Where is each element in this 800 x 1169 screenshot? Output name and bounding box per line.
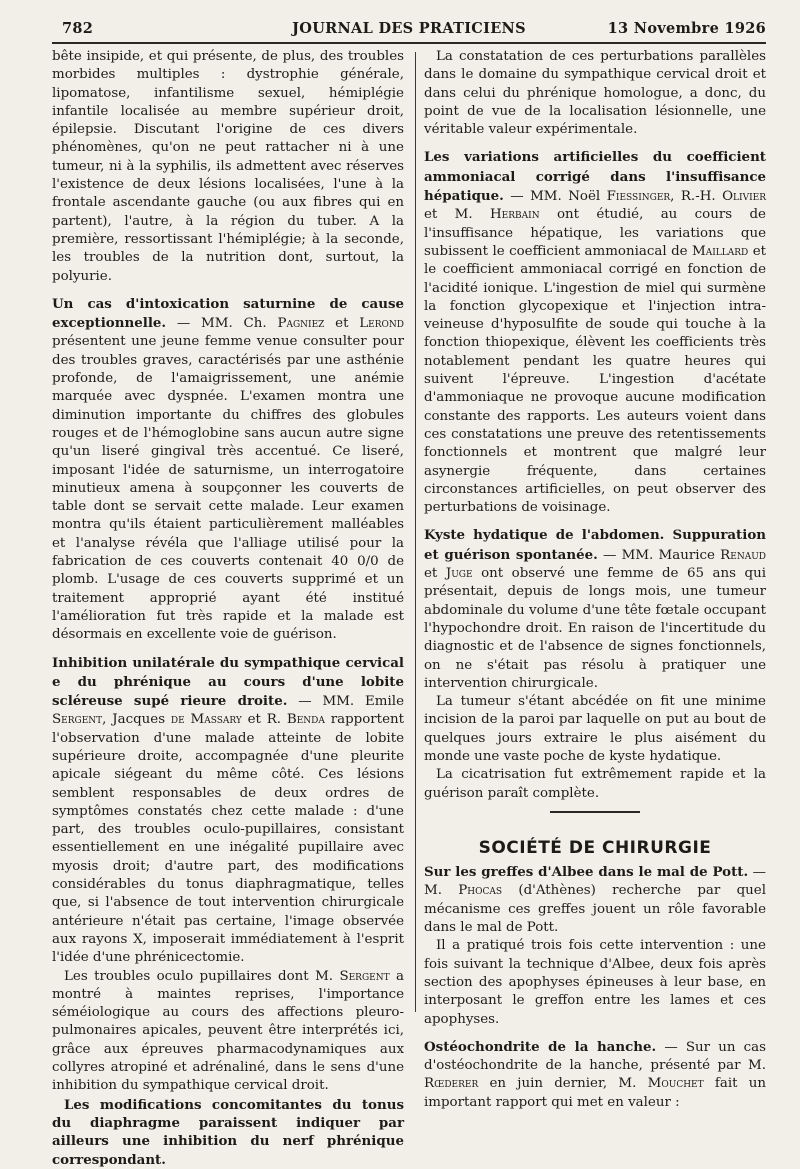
- text-run: — MM. Emile: [287, 694, 404, 710]
- author-name: Mouchet: [647, 1076, 704, 1092]
- text-run: , R.-H.: [670, 189, 723, 205]
- text-run: — MM. Noël: [503, 189, 607, 205]
- text-run: — MM. Ch.: [166, 316, 278, 332]
- author-name: Phocas: [458, 883, 503, 899]
- text-run: a montré à maintes reprises, l'importance séméiologique au cours des affections pleuro-pulmonaires apicales, peuvent être interprétés ici, grâce aux épreuves pharmacodynamiques aux collyres atropiné et adrénaliné, dans le sens d'une inhibition du sympathique cervical droit.: [52, 968, 404, 1094]
- author-name: Renaud: [720, 547, 766, 563]
- text-run: Les modifications concomitantes du tonus du diaphragme paraissent indiquer par ailleurs une inhibition du nerf phrénique correspondant.: [52, 1096, 404, 1168]
- author-name: Olivier: [722, 189, 766, 205]
- header-rule: [52, 42, 766, 44]
- issue-date: 13 Novembre 1926: [607, 20, 766, 37]
- right-column: [424, 48, 766, 1112]
- text-run: et: [324, 316, 360, 332]
- section-separator: [550, 811, 640, 813]
- author-name: Benda: [286, 712, 325, 728]
- article-title: Sur les greffes d'Albee dans le mal de Pott.: [424, 864, 749, 881]
- body-paragraph: [52, 968, 404, 1096]
- text-run: , Jacques: [102, 712, 171, 728]
- article-body: et le coefficient ammoniacal corrigé en fonction de l'acidité ionique. L'ingestion de miel qui surmène la fonction glycopexique et l'injection intra-veineuse d'hyposulfite de soude qui touche à la fonction thiopexique, élèvent les coefficients très notablement pendant les quatre heures qui suivent l'épreuve. L'ingestion d'acétate d'ammoniaque ne provoque aucune modification constante des rapports. Les auteurs voient dans ces constatations une preuve des retentissements fonctionnels et montrent que malgré leur asynergie fréquente, dans certaines circonstances artificielles, on peut observer des perturbations de voisinage.: [424, 243, 766, 516]
- article-title: Les variations artificielles du coefficient ammoniacal corrigé dans l'insuffisance hépatique.: [424, 149, 766, 205]
- text-run: — Sur un cas d'ostéochondrite de la hanche, présenté par M.: [424, 1039, 766, 1074]
- page-number: 782: [62, 20, 94, 37]
- article-title: Un cas d'intoxication saturnine de cause exceptionnelle.: [52, 295, 404, 332]
- left-column: [52, 48, 404, 1169]
- article-title: Kyste hydatique de l'abdomen. Suppuration et guérison spontanée.: [424, 527, 766, 563]
- text-run: — M.: [424, 865, 766, 899]
- text-run: en juin dernier, M.: [478, 1076, 648, 1092]
- running-header: [52, 18, 766, 42]
- article-body: ont étudié, au cours de l'insuffisance hépatique, les variations que subissent le coefficient ammoniacal de: [424, 207, 766, 259]
- author-name: Herbain: [490, 207, 540, 223]
- article-body: (d'Athènes) recherche par quel mécanisme ces greffes jouent un rôle favorable dans le mal de Pott.: [424, 883, 766, 936]
- article-body: ont observé une femme de 65 ans qui présentait, depuis de longs mois, une tumeur abdominale du volume d'une tête fœtale occupant l'hypochondre droit. En raison de l'incertitude du diagnostic et de l'absence de signes fonctionnels, on ne s'était pas résolu à pratiquer une intervention chirurgicale.: [424, 566, 767, 691]
- author-name: de Massary: [170, 712, 242, 728]
- author-name: Juge: [445, 566, 473, 582]
- article-title: Inhibition unilatérale du sympathique cervical e du phrénique au cours d'une lobite scléreuse supé rieure droite.: [52, 654, 404, 710]
- author-name: Sergent: [52, 712, 103, 728]
- section-title: SOCIÉTÉ DE CHIRURGIE: [478, 837, 712, 858]
- text-run: Les troubles oculo pupillaires dont M.: [64, 968, 340, 984]
- column-divider: [415, 52, 416, 1012]
- author-name: Rœderer: [424, 1076, 479, 1092]
- author-name: Sergent: [339, 968, 390, 984]
- text-run: et R.: [241, 712, 287, 728]
- journal-title: JOURNAL DES PRATICIENS: [292, 20, 526, 37]
- text-run: et M.: [424, 207, 490, 223]
- body-paragraph: Il a pratiqué trois fois cette intervention : une fois suivant la technique d'Albee, deux fois après section des apophyses épineuses à leur base, en interposant le greffon entre les lames et ces apophyses.: [424, 938, 766, 1027]
- author-name: Maillard: [692, 243, 749, 259]
- text-run: et: [424, 566, 446, 582]
- continued-paragraph: bête insipide, et qui présente, de plus, des troubles morbides multiples : dystrophie générale, lipomatose, infantilisme sexuel, hémiplégie infantile localisée au membre supérieur droit, épilepsie. Discutant l'origine de ces divers phénomènes, qu'on ne peut rattacher ni à une tumeur, ni à la syphilis, ils admettent avec réserves l'existence de deux lésions localisées, l'une à la frontale ascendante gauche (ou aux fibres qui en partent), l'autre, à la région du tuber. A la première, ressortissant l'hémiplégie; à la seconde, les troubles de la nutrition dont, surtout, la polyurie.: [52, 49, 404, 284]
- article-body: rapportent l'observation d'une malade atteinte de lobite supérieure droite, accompagnée d'une pleurite apicale siégeant du même côté. Ces lésions semblent responsables de deux ordres de symptômes constatés chez cette malade : d'une part, des troubles oculo-pupillaires, consistant essentiellement en une inégalité pupillaire avec myosis droit; d'autre part, des modifications considérables du tonus diaphragmatique, telles que, si l'absence de tout intervention chirurgicale antérieure n'était pas certaine, l'image observée aux rayons X, imposerait immédiatement à l'esprit l'idée d'une phrénicectomie.: [52, 712, 404, 966]
- article-title: Ostéochondrite de la hanche.: [424, 1038, 657, 1055]
- article-body: présentent une jeune femme venue consulter pour des troubles graves, caractérisés par une asthénie profonde, de l'amaigrissement, une anémie marquée avec dyspnée. L'examen montra une diminution importante du chiffres des globules rouges et de l'hémoglobine sans aucun autre signe qu'un liseré gingival très accentué. Ce liseré, imposant l'idée de saturnisme, un interrogatoire minutieux amena à soupçonner les couverts de table dont se servait cette malade. Leur examen montra qu'ils étaient particulièrement malléables et l'analyse révéla que l'alliage utilisé pour la fabrication de ces couverts contenait 40 0/0 de plomb. L'usage de ces couverts supprimé et un traitement approprié ayant été institué l'amélioration fut très rapide et la malade est désormais en excellente voie de guérison.: [52, 334, 404, 643]
- text-run: — MM. Maurice: [597, 547, 721, 563]
- article-body: fait un important rapport qui met en valeur :: [424, 1076, 766, 1110]
- author-name: Lerond: [359, 316, 404, 332]
- body-paragraph: La constatation de ces perturbations parallèles dans le domaine du sympathique cervical droit et dans celui du phrénique homologue, a donc, du point de vue de la localisation lésionnelle, une véritable valeur expérimentale.: [424, 49, 766, 138]
- body-paragraph: La tumeur s'étant abcédée on fit une minime incision de la paroi par laquelle on put au bout de quelques jours extraire le plus aisément du monde une vaste poche de kyste hydatique.: [424, 694, 766, 764]
- author-name: Pagniez: [277, 316, 325, 332]
- body-paragraph: [52, 1096, 404, 1169]
- author-name: Fiessinger: [606, 189, 671, 205]
- body-paragraph: La cicatrisation fut extrêmement rapide et la guérison paraît complète.: [424, 767, 766, 801]
